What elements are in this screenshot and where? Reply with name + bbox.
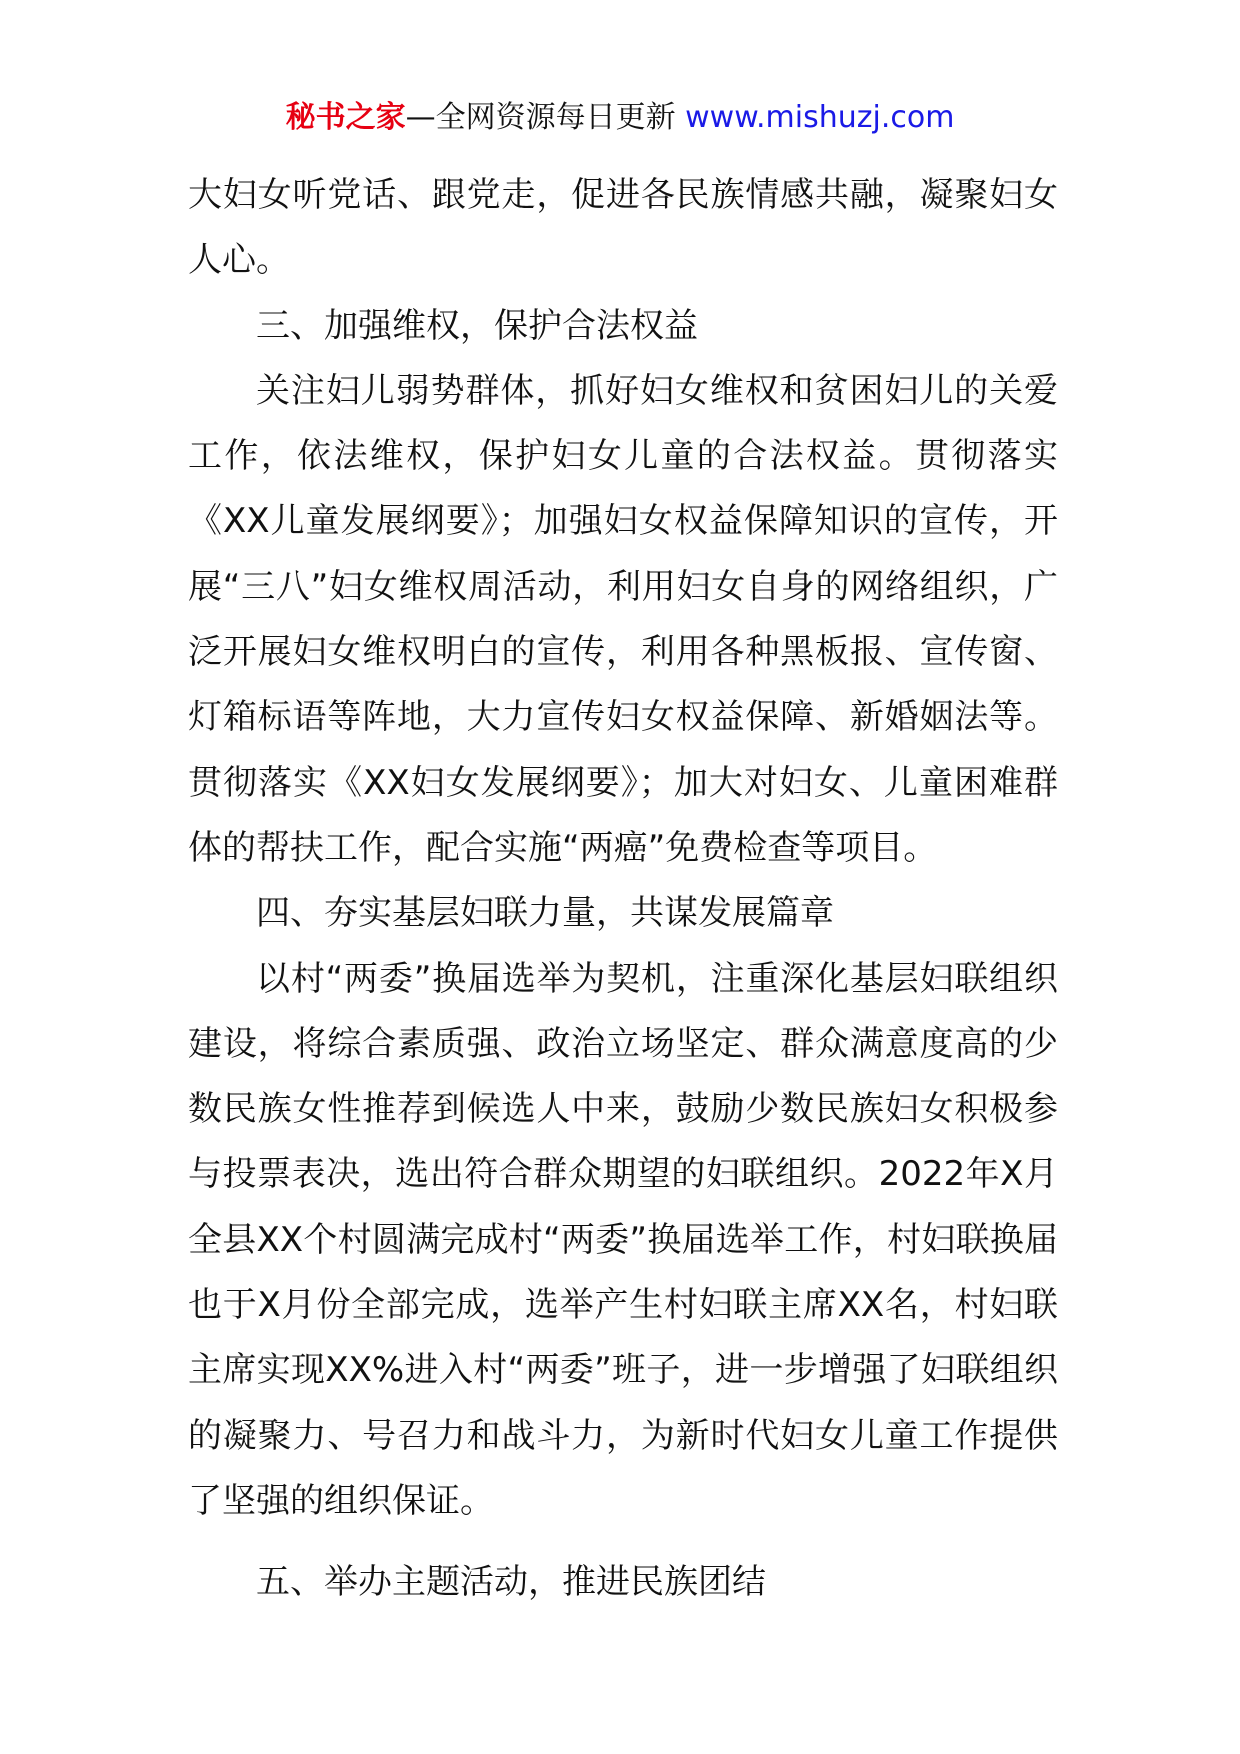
- document-body: [188, 163, 1058, 1616]
- site-header: [0, 98, 1240, 138]
- paragraph-continuation: 大妇女听党话、跟党走，促进各民族情感共融，凝聚妇女人心。: [188, 175, 1058, 281]
- section-heading-4: 四、夯实基层妇联力量，共谋发展篇章: [256, 893, 834, 934]
- paragraph-election: 以村“两委”换届选举为契机，注重深化基层妇联组织建设，将综合素质强、政治立场坚定、群众满意度高的少数民族女性推荐到候选人中来，鼓励少数民族妇女积极参与投票表决，选出符合群众期望的妇联组织。2022年X月全县XX个村圆满完成村“两委”换届选举工作，村妇联换届也于X月份全部完成，选举产生村妇联主席XX名，村妇联主席实现XX%进入村“两委”班子，进一步增强了妇联组织的凝聚力、号召力和战斗力，为新时代妇女儿童工作提供了坚强的组织保证。: [188, 958, 1058, 1521]
- section-heading-5: 五、举办主题活动，推进民族团结: [256, 1562, 766, 1603]
- paragraph-rights: 关注妇儿弱势群体，抓好妇女维权和贫困妇儿的关爱工作，依法维权，保护妇女儿童的合法权益。贯彻落实《XX儿童发展纲要》；加强妇女权益保障知识的宣传，开展“三八”妇女维权周活动，利用妇女自身的网络组织，广泛开展妇女维权明白的宣传，利用各种黑板报、宣传窗、灯箱标语等阵地，大力宣传妇女权益保障、新婚姻法等。贯彻落实《XX妇女发展纲要》；加大对妇女、儿童困难群体的帮扶工作，配合实施“两癌”免费检查等项目。: [188, 370, 1058, 868]
- section-heading-3: 三、加强维权，保护合法权益: [256, 305, 698, 346]
- brand-name: 秘书之家: [285, 100, 406, 135]
- site-url-link[interactable]: www.mishuzj.com: [685, 100, 955, 135]
- header-tagline: —全网资源每日更新: [405, 100, 686, 135]
